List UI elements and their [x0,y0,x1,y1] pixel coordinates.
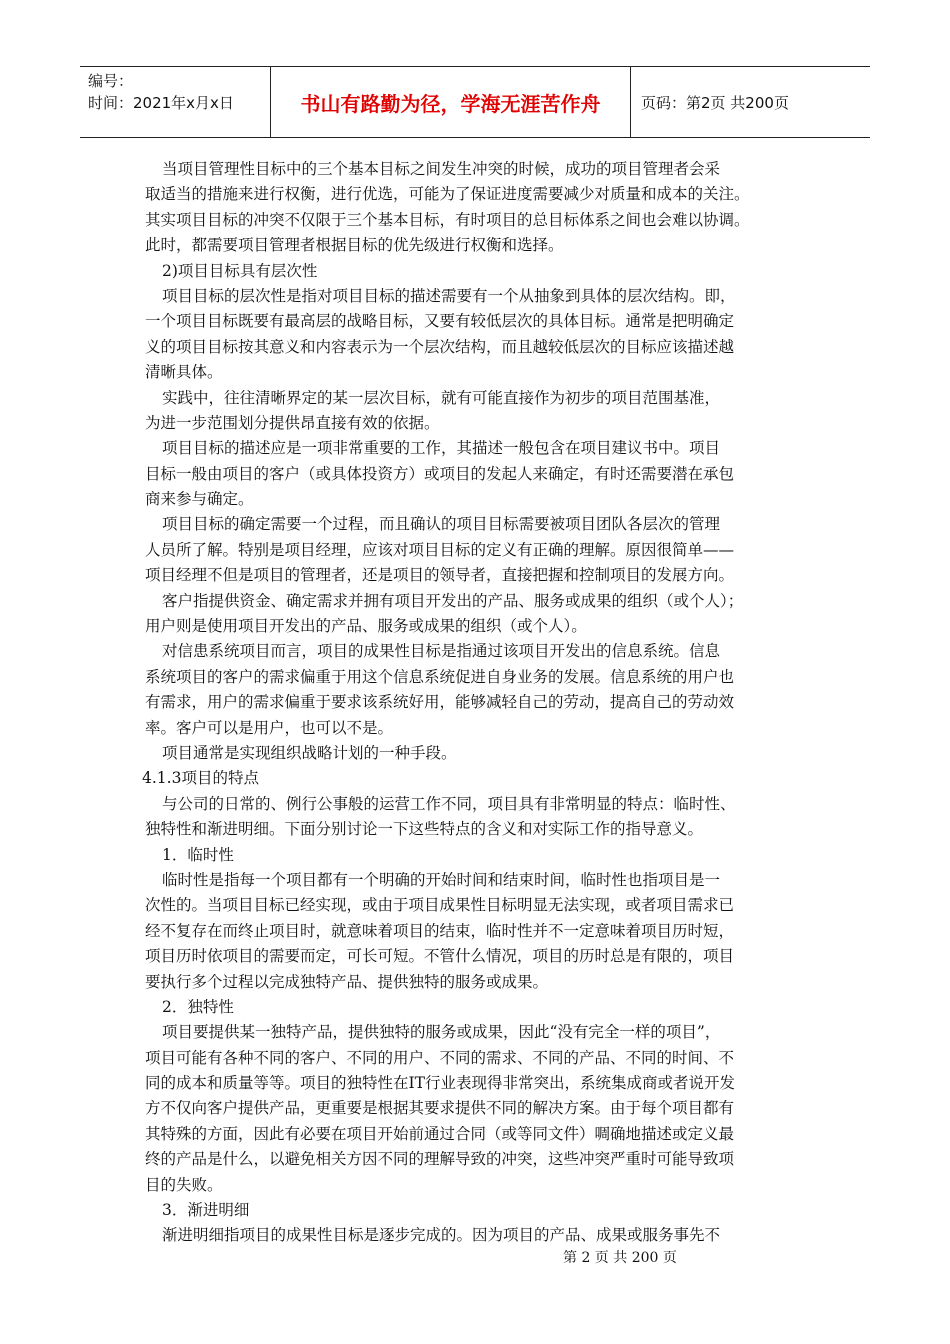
text-line: 项目可能有各种不同的客户、不同的用户、不同的需求、不同的产品、不同的时间、不 [145,1048,735,1067]
text-line: 率。客户可以是用户，也可以不是。 [145,718,394,737]
header-meta [80,67,271,137]
text-line: 对信患系统项目而言，项目的成果性目标是指通过该项目开发出的信息系统。信息 [162,642,721,661]
text-line: 目的失败。 [145,1175,223,1194]
text-line: 2．独特性 [162,997,234,1016]
text-line: 独特性和渐进明细。下面分别讨论一下这些特点的含义和对实际工作的指导意义。 [145,820,704,839]
text-line: 此时，都需要项目管理者根据目标的优先级进行权衡和选择。 [145,236,564,255]
text-line: 目标一般由项目的客户（或具体投资方）或项目的发起人来确定，有时还需要潜在承包 [145,464,735,483]
text-line: 方不仅向客户提供产品，更重要是根据其要求提供不同的解决方案。由于每个项目都有 [145,1099,735,1118]
text-line: 1．临时性 [162,845,234,864]
text-line: 要执行多个过程以完成独特产品、提供独特的服务或成果。 [145,972,549,991]
text-line: 一个项目目标既要有最高层的战略目标，又要有较低层次的具体目标。通常是把明确定 [145,312,735,331]
text-line: 项目经理不但是项目的管理者，还是项目的领导者，直接把握和控制项目的发展方向。 [145,566,735,585]
text-line: 2)项目目标具有层次性 [162,261,318,280]
text-line: 终的产品是什么，以避免相关方因不同的理解导致的冲突，这些冲突严重时可能导致项 [145,1150,735,1169]
text-line: 人员所了解。特别是项目经理，应该对项目目标的定义有正确的理解。原因很简单—— [145,540,735,559]
text-line: 实践中，往往清晰界定的某一层次目标，就有可能直接作为初步的项目范围基准， [162,388,721,407]
header-motto: 书山有路勤为径，学海无涯苦作舟 [271,67,631,137]
text-line: 4.1.3项目的特点 [142,769,259,788]
text-line: 其特殊的方面，因此有必要在项目开始前通过合同（或等同文件）啁确地描述或定义最 [145,1124,735,1143]
time-label: 时间：2021年x月x日 [88,94,234,112]
text-line: 项目目标的描述应是一项非常重要的工作，其描述一般包含在项目建议书中。项目 [162,439,721,458]
text-line: 同的成本和质量等等。项目的独特性在IT行业表现得非常突出，系统集成商或者说开发 [145,1074,735,1093]
text-line: 客户指提供资金、确定需求并拥有项目开发出的产品、服务或成果的组织（或个人）； [162,591,744,610]
text-line: 有需求，用户的需求偏重于要求该系统好用，能够减轻自己的劳动，提高自己的劳动效 [145,693,735,712]
text-line: 项目要提供某一独特产品，提供独特的服务或成果，因此“没有完全一样的项目”， [162,1023,721,1042]
text-line: 系统项目的客户的需求偏重于用这个信息系统促进自身业务的发展。信息系统的用户也 [145,667,735,686]
document-body [142,157,805,1249]
text-line: 清晰具体。 [145,363,223,382]
text-line: 项目历时依项目的需要而定，可长可短。不管什么情况，项目的历时总是有限的，项目 [145,947,735,966]
header-page-info: 页码：第2页 共200页 [641,93,789,112]
text-line: 商来参与确定。 [145,490,254,509]
text-line: 义的项目目标按其意义和内容表示为一个层次结构，而且越较低层次的目标应该描述越 [145,337,735,356]
text-line: 当项目管理性目标中的三个基本目标之间发生冲突的时候，成功的项目管理者会采 [162,160,721,178]
text-line: 项目目标的确定需要一个过程，而且确认的项目目标需要被项目团队各层次的管理 [162,515,721,534]
number-label: 编号： [88,72,134,90]
text-line: 其实项目目标的冲突不仅限于三个基本目标，有时项目的总目标体系之间也会难以协调。 [145,210,750,229]
text-line: 与公司的日常的、例行公事般的运营工作不同，项目具有非常明显的特点：临时性、 [162,794,736,813]
text-line: 经不复存在而终止项目时，就意味着项目的结束，临时性并不一定意味着项目历时短， [145,921,735,940]
text-line: 取适当的措施来进行权衡，进行优选，可能为了保证进度需要减少对质量和成本的关注。 [145,185,750,204]
text-line: 为进一步范围划分提供昂直接有效的依据。 [145,413,440,432]
text-line: 项目通常是实现组织战略计划的一种手段。 [162,743,457,762]
text-line: 3．渐进明细 [162,1201,250,1220]
text-line: 用户则是使用项目开发出的产品、服务或成果的组织（或个人）。 [145,617,587,636]
page-footer: 第 2 页 共 200 页 [563,1250,677,1266]
text-line: 临时性是指每一个项目都有一个明确的开始时间和结束时间，临时性也指项目是一 [162,870,721,889]
text-line: 次性的。当项目目标已经实现，或由于项目成果性目标明显无法实现，或者项目需求已 [145,896,735,915]
text-line: 渐进明细指项目的成果性目标是逐步完成的。因为项目的产品、成果或服务事先不 [162,1226,721,1245]
text-line: 项目目标的层次性是指对项目目标的描述需要有一个从抽象到具体的层次结构。即， [162,286,736,305]
page-header [80,66,870,138]
